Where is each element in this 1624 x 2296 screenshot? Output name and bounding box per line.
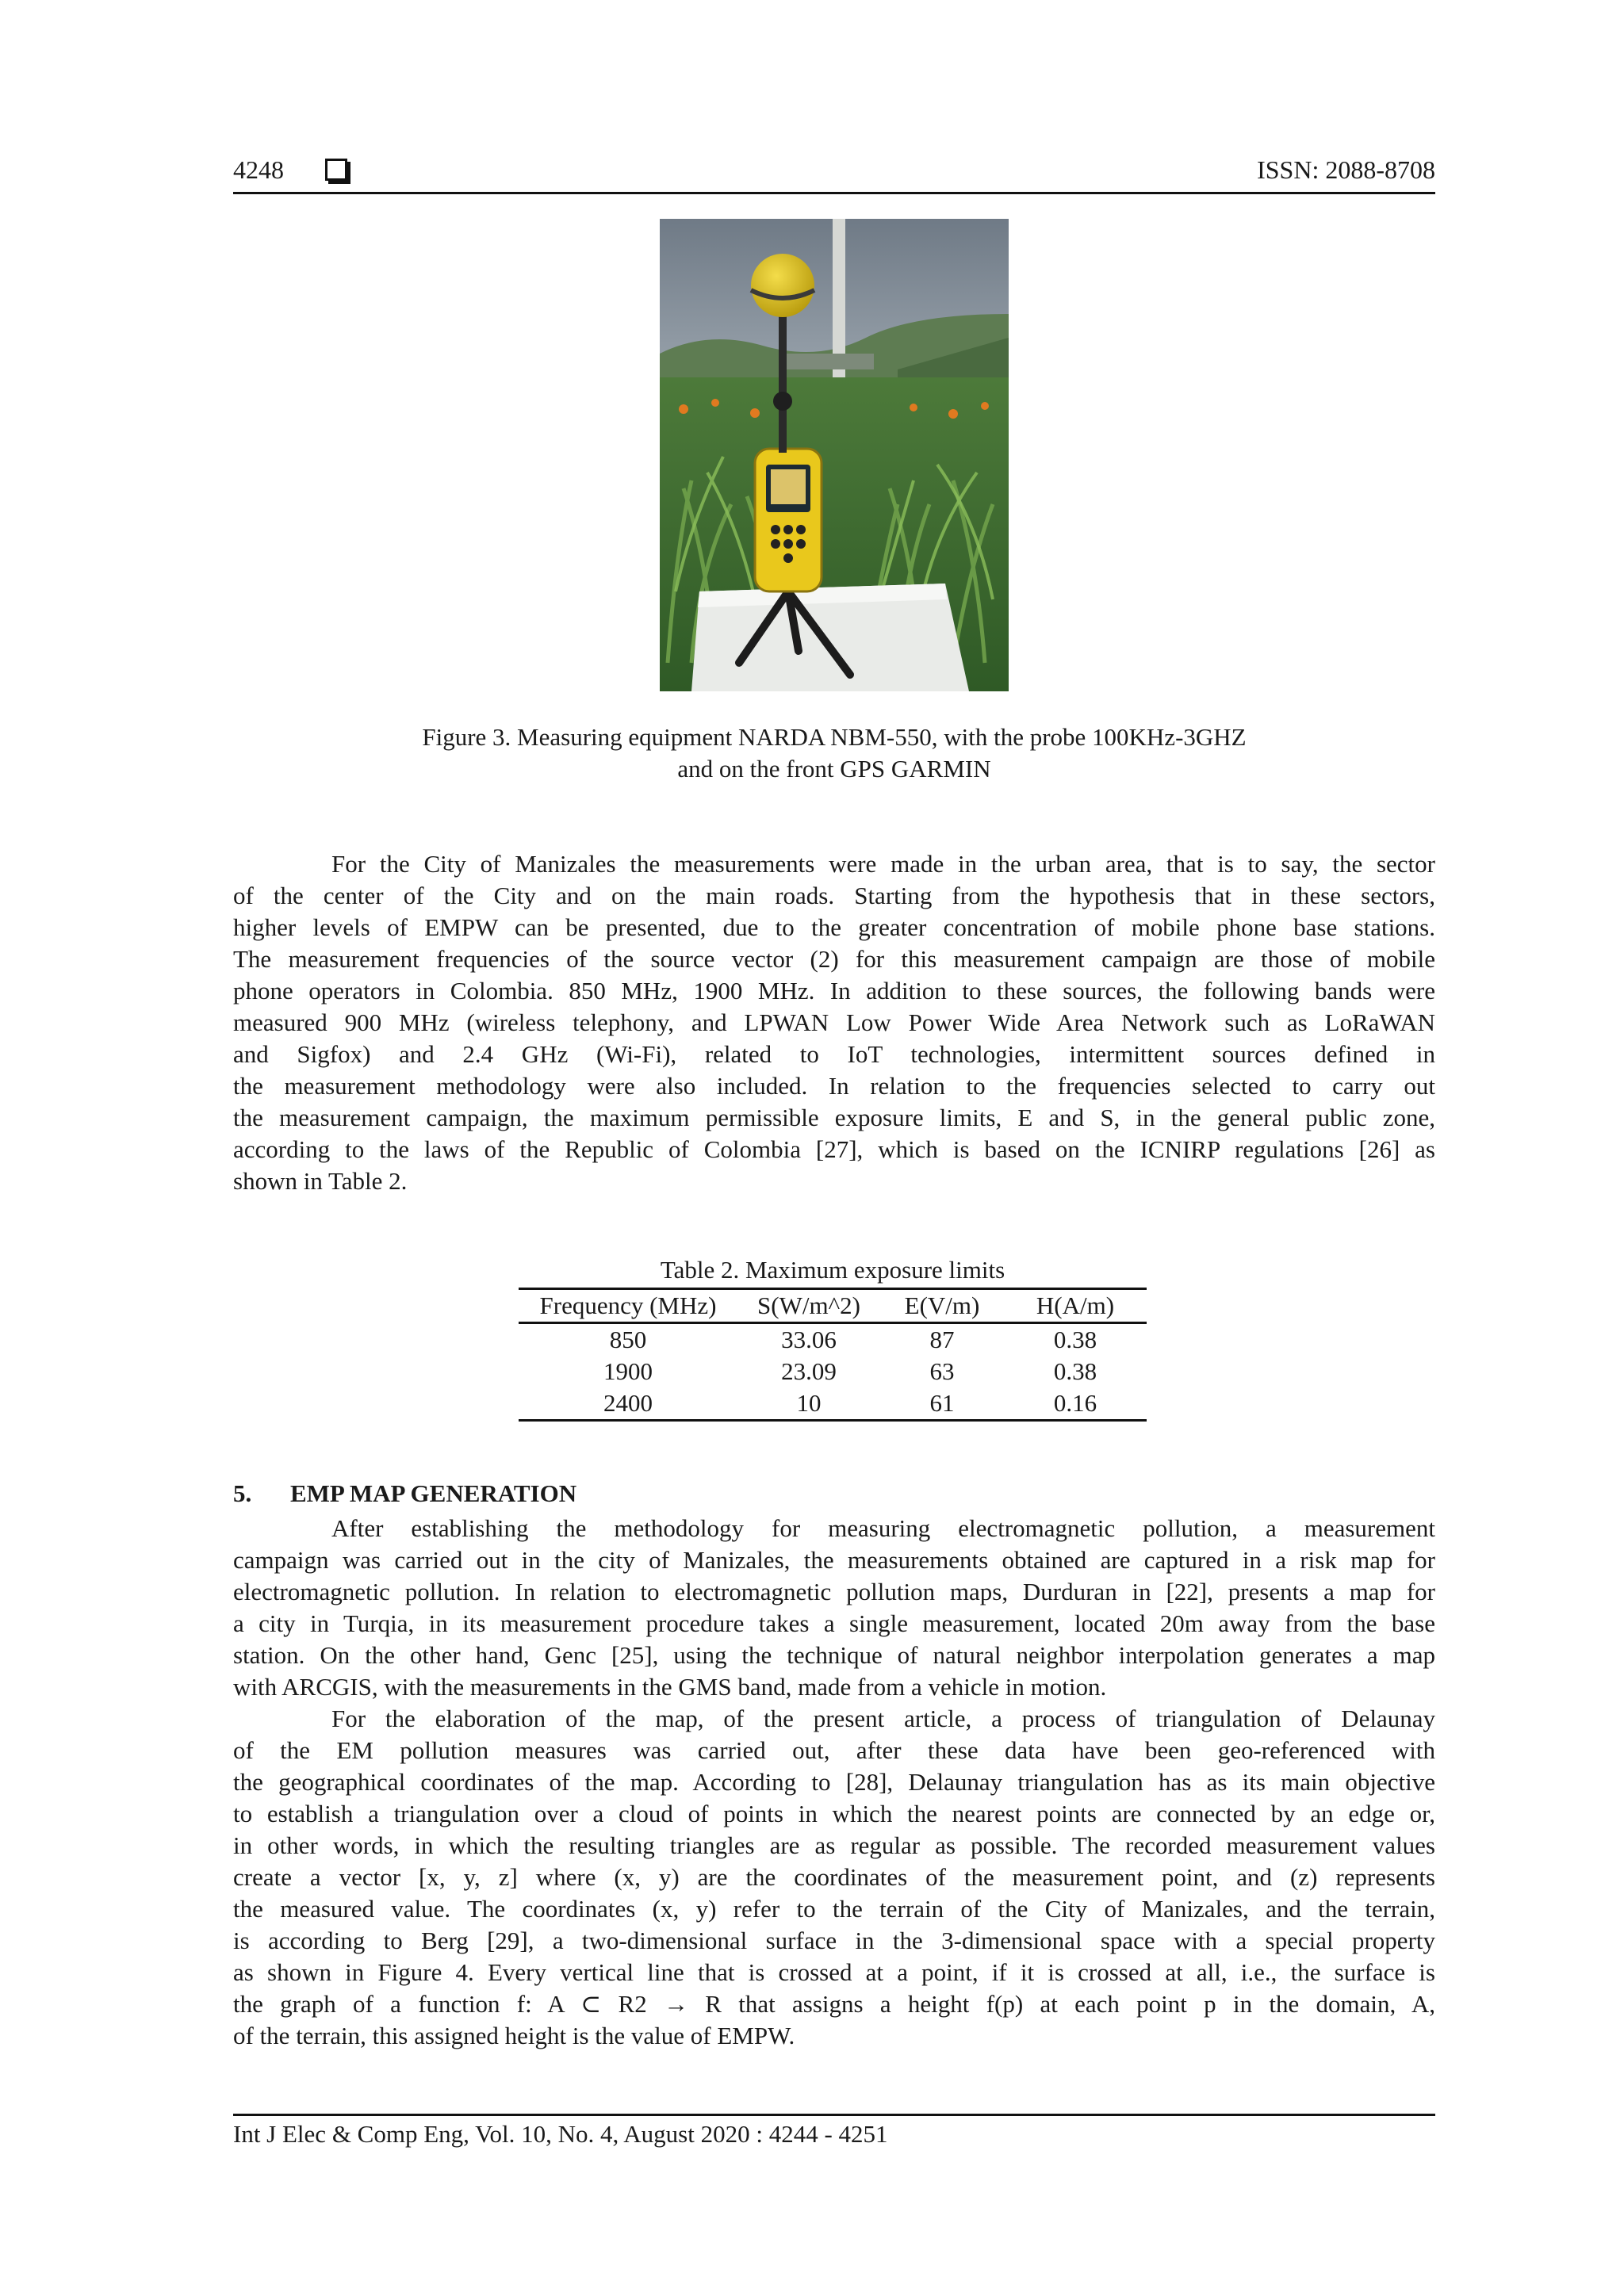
table-row (519, 1387, 1147, 1421)
table-row (519, 1356, 1147, 1387)
col-s: S(W/m^2) (757, 1292, 860, 1319)
text-line: a city in Turqia, in its measurement procedure takes a single measurement, located 20m away from the base (233, 1609, 1435, 1637)
paragraph-3 (233, 1703, 1435, 2052)
text-line: the graph of a function f: A ⊂ R2 → R that assigns a height f(p) at each point p in the domain, A, (233, 1990, 1435, 2018)
text-line: the measured value. The coordinates (x, y) refer to the terrain of the City of Manizales, and the terrain, (233, 1895, 1435, 1923)
text-line: according to the laws of the Republic of Colombia [27], which is based on the ICNIRP regulations [26] as (233, 1135, 1435, 1163)
cell: 0.38 (1053, 1326, 1097, 1353)
paragraph-1 (233, 848, 1435, 1197)
text-line: as shown in Figure 4. Every vertical line that is crossed at a point, if it is crossed at all, i.e., the surface is (233, 1958, 1435, 1986)
paragraph-2 (233, 1513, 1435, 1703)
text-line: After establishing the methodology for measuring electromagnetic pollution, a measurement (331, 1514, 1435, 1542)
text-line: phone operators in Colombia. 850 MHz, 1900 MHz. In addition to these sources, the following bands were (233, 977, 1435, 1004)
text-line: station. On the other hand, Genc [25], using the technique of natural neighbor interpolation generates a map (233, 1641, 1435, 1669)
section-heading (233, 1479, 576, 1508)
figure-3-photo (660, 219, 1009, 691)
text-line: shown in Table 2. (233, 1167, 408, 1195)
text-line: is according to Berg [29], a two-dimensional surface in the 3-dimensional space with a special property (233, 1927, 1435, 1954)
footer-rule (233, 2114, 1435, 2116)
text-line: the measurement campaign, the maximum permissible exposure limits, E and S, in the general public zone, (233, 1104, 1435, 1131)
cell: 63 (929, 1357, 955, 1385)
cell: 0.16 (1053, 1389, 1097, 1417)
text-line: to establish a triangulation over a cloud of points in which the nearest points are connected by an edge or, (233, 1800, 1435, 1827)
section-title: EMP MAP GENERATION (290, 1479, 577, 1507)
text-line: with ARCGIS, with the measurements in the GMS band, made from a vehicle in motion. (233, 1673, 1107, 1701)
cell: 23.09 (781, 1357, 837, 1385)
figure-caption-line-2: and on the front GPS GARMIN (677, 755, 991, 783)
col-frequency: Frequency (MHz) (539, 1292, 717, 1319)
checkbox-ornament-icon (325, 159, 347, 181)
text-line: the measurement methodology were also included. In relation to the frequencies selected to carry out (233, 1072, 1435, 1100)
text-line: For the City of Manizales the measurements were made in the urban area, that is to say, the sector (331, 850, 1435, 878)
footer-citation: Int J Elec & Comp Eng, Vol. 10, No. 4, August 2020 : 4244 - 4251 (233, 2120, 888, 2148)
cell: 33.06 (781, 1326, 837, 1353)
figure-caption-line-1: Figure 3. Measuring equipment NARDA NBM-550, with the probe 100KHz-3GHZ (422, 723, 1247, 751)
text-line: campaign was carried out in the city of Manizales, the measurements obtained are captured in a risk map for (233, 1546, 1435, 1574)
text-line: of the EM pollution measures was carried out, after these data have been geo-referenced with (233, 1736, 1435, 1764)
cell: 10 (796, 1389, 822, 1417)
text-line: the geographical coordinates of the map. According to [28], Delaunay triangulation has as its main objective (233, 1768, 1435, 1796)
section-number: 5. (233, 1479, 252, 1507)
cell: 2400 (603, 1389, 653, 1417)
header-rule (233, 192, 1435, 194)
page-number: 4248 (233, 155, 284, 184)
text-line: create a vector [x, y, z] where (x, y) are the coordinates of the measurement point, and (z) represents (233, 1863, 1435, 1891)
text-line: higher levels of EMPW can be presented, due to the greater concentration of mobile phone base stations. (233, 913, 1435, 941)
page-header (233, 155, 1435, 192)
text-line: in other words, in which the resulting triangles are as regular as possible. The recorded measurement values (233, 1831, 1435, 1859)
cell: 850 (609, 1326, 647, 1353)
cell: 61 (929, 1389, 955, 1417)
figure-caption (233, 721, 1435, 785)
cell: 0.38 (1053, 1357, 1097, 1385)
exposure-limits-table (519, 1288, 1147, 1422)
cell: 1900 (603, 1357, 653, 1385)
table-header-row (519, 1289, 1147, 1323)
text-line: of the terrain, this assigned height is the value of EMPW. (233, 2022, 795, 2049)
text-line: measured 900 MHz (wireless telephony, and LPWAN Low Power Wide Area Network such as LoRaWAN (233, 1008, 1435, 1036)
table-row (519, 1323, 1147, 1357)
col-h: H(A/m) (1036, 1292, 1115, 1319)
issn: ISSN: 2088-8708 (1257, 155, 1435, 184)
text-line: of the center of the City and on the main roads. Starting from the hypothesis that in these sectors, (233, 882, 1435, 909)
text-line: electromagnetic pollution. In relation to electromagnetic pollution maps, Durduran in [22], presents a map for (233, 1578, 1435, 1605)
text-line: and Sigfox) and 2.4 GHz (Wi-Fi), related to IoT technologies, intermittent sources defined in (233, 1040, 1435, 1068)
table-caption: Table 2. Maximum exposure limits (660, 1256, 1005, 1284)
cell: 87 (929, 1326, 955, 1353)
text-line: The measurement frequencies of the source vector (2) for this measurement campaign are those of mobile (233, 945, 1435, 973)
text-line: For the elaboration of the map, of the present article, a process of triangulation of Delaunay (331, 1705, 1435, 1732)
col-e: E(V/m) (904, 1292, 980, 1319)
